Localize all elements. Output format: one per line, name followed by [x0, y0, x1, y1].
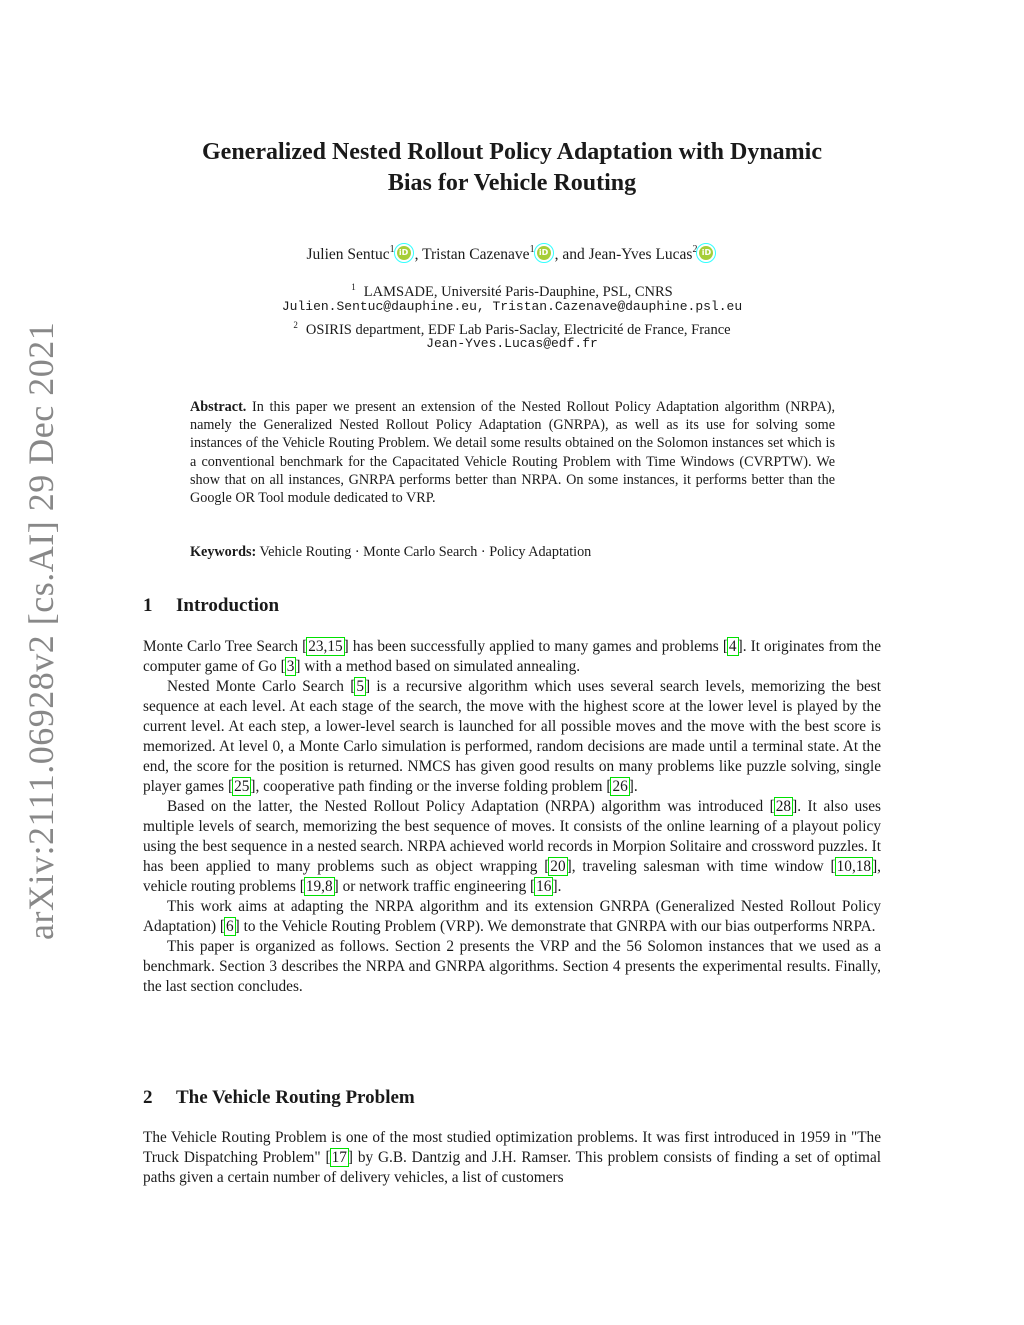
citation-link[interactable]: 5: [356, 678, 364, 695]
author-name: Tristan Cazenave: [422, 246, 530, 264]
citation-link[interactable]: 6: [226, 918, 234, 935]
text-run: is a recursive algorithm which uses several search levels, memorizing the best sequence at each level. At each stage of the search, the move with the highest score at the lower level is played by the current level. At each step, a lower-level search is launched for all possible moves and the move with the best score is memorized. At level 0, a Monte Carlo simulation is performed, random decisions are made until a terminal state. At the end, the score for the position is returned. NMCS has given good results on many problems like puzzle solving, single player games: [143, 678, 881, 795]
author-list: [143, 240, 881, 266]
citation-link[interactable]: 26: [612, 778, 628, 795]
affiliation-text: OSIRIS department, EDF Lab Paris-Saclay, Electricité de France, France: [305, 321, 731, 338]
text-run: by G.B. Dantzig and J.H. Ramser. This problem consists of finding a set of optimal paths given a certain number of delivery vehicles, a list of customers: [143, 1149, 881, 1186]
citation-link[interactable]: 3: [286, 658, 295, 675]
citation-link[interactable]: 28: [775, 798, 792, 815]
arxiv-identifier: arXiv:2111.06928v2 [cs.AI] 29 Dec 2021: [21, 321, 61, 940]
text-run: to the Vehicle Routing Problem (VRP). We demonstrate that GNRPA with our bias outperforms NRPA.: [239, 918, 876, 935]
paragraph: Monte Carlo Tree Search [23,15] has been successfully applied to many games and problems [4]. It originates from the computer game of Go [3] with a method based on simulated annealing.: [143, 638, 881, 675]
citation-link[interactable]: 25: [234, 778, 250, 795]
vrp-body: [143, 1128, 881, 1188]
keywords: [190, 543, 835, 561]
abstract: [190, 398, 835, 507]
introduction-body: [143, 637, 881, 997]
section-number: 2: [143, 1087, 153, 1108]
citation-link[interactable]: 20: [550, 858, 566, 875]
section-heading-vrp: [143, 1087, 415, 1109]
paragraph: Nested Monte Carlo Search [5] is a recursive algorithm which uses several search levels, memorizing the best sequence at each level. At each stage of the search, the move with the highest score at the lower level is played by the current level. At each step, a lower-level search is launched for all possible moves and the move with the best score is memorized. At level 0, a Monte Carlo simulation is performed, random decisions are made until a terminal state. At the end, the score for the position is returned. NMCS has given good results on many problems like puzzle solving, single player games [25], cooperative path finding or the inverse folding problem [26].: [143, 678, 881, 795]
text-run: has been successfully applied to many games and problems: [348, 638, 723, 655]
citation-link[interactable]: 4: [728, 638, 737, 655]
text-run: , traveling salesman with time window: [571, 858, 831, 875]
author-separator: , and: [554, 246, 589, 264]
orcid-icon[interactable]: iD: [699, 246, 713, 260]
text-run: This work aims at adapting the NRPA algorithm and its extension GNRPA (Generalized Nested Rollout Policy Adaptation): [143, 898, 881, 935]
affiliation-2-email[interactable]: Jean-Yves.Lucas@edf.fr: [426, 336, 598, 351]
text-run: with a method based on simulated annealing.: [300, 658, 581, 675]
orcid-icon[interactable]: iD: [537, 246, 551, 260]
section-title: Introduction: [176, 595, 280, 616]
text-run: .: [557, 878, 562, 895]
text-run: or network traffic engineering: [338, 878, 531, 895]
citation-link[interactable]: 16: [536, 878, 552, 895]
citation-link[interactable]: 19,8: [305, 878, 333, 895]
paragraph: This work aims at adapting the NRPA algorithm and its extension GNRPA (Generalized Nested Rollout Policy Adaptation) [6] to the Vehicle Routing Problem (VRP). We demonstrate that GNRPA with our bias outperforms NRPA.: [143, 898, 881, 935]
author-affil-sup: 2: [692, 244, 698, 255]
text-run: , vehicle routing problems: [143, 858, 881, 895]
author-separator: ,: [414, 246, 423, 264]
title-line-1: Generalized Nested Rollout Policy Adaptation with Dynamic: [202, 139, 822, 165]
affiliation-sup: 2: [293, 320, 298, 330]
affiliation-1-email[interactable]: Julien.Sentuc@dauphine.eu, Tristan.Cazenave@dauphine.psl.eu: [281, 299, 743, 314]
text-run: Nested Monte Carlo Search: [167, 678, 351, 695]
text-run: , cooperative path finding or the inverse folding problem: [255, 778, 607, 795]
keywords-label: Keywords:: [190, 544, 257, 560]
abstract-label: Abstract.: [190, 399, 247, 415]
text-run: . It originates from the computer game of Go: [143, 638, 881, 675]
section-number: 1: [143, 595, 153, 616]
affiliation-text: LAMSADE, Université Paris-Dauphine, PSL, CNRS: [363, 283, 673, 300]
keywords-text: Vehicle Routing · Monte Carlo Search · Policy Adaptation: [259, 544, 592, 560]
section-title: The Vehicle Routing Problem: [176, 1087, 415, 1108]
text-run: The Vehicle Routing Problem is one of the most studied optimization problems. It was first introduced in 1959 in "The Truck Dispatching Problem": [143, 1129, 881, 1166]
text-run: .: [633, 778, 638, 795]
text-run: Monte Carlo Tree Search: [143, 638, 303, 655]
paragraph: This paper is organized as follows. Section 2 presents the VRP and the 56 Solomon instances that we used as a benchmark. Section 3 describes the NRPA and GNRPA algorithms. Section 4 presents the experimental results. Finally, the last section concludes.: [143, 938, 881, 995]
author-affil-sup: 1: [389, 244, 395, 255]
title-line-2: Bias for Vehicle Routing: [387, 170, 637, 196]
paper-title: [143, 137, 881, 199]
citation-link[interactable]: 17: [331, 1149, 347, 1166]
paragraph: The Vehicle Routing Problem is one of the most studied optimization problems. It was first introduced in 1959 in "The Truck Dispatching Problem" [17] by G.B. Dantzig and J.H. Ramser. This problem consists of finding a set of optimal paths given a certain number of delivery vehicles, a list of customers: [143, 1129, 881, 1186]
author-name: Julien Sentuc: [306, 246, 390, 264]
text-run: Based on the latter, the Nested Rollout Policy Adaptation (NRPA) algorithm was introduced: [167, 798, 770, 815]
citation-link[interactable]: 23,15: [308, 638, 343, 655]
section-heading-introduction: [143, 595, 279, 617]
orcid-icon[interactable]: iD: [397, 246, 411, 260]
affiliation-sup: 1: [351, 282, 356, 292]
abstract-text: In this paper we present an extension of the Nested Rollout Policy Adaptation algorithm (NRPA), namely the Generalized Nested Rollout Policy Adaptation (GNRPA), as well as its use for solving some instances of the Vehicle Routing Problem. We detail some results obtained on the Solomon instances set which is a conventional benchmark for the Capacitated Vehicle Routing Problem with Time Windows (CVRPTW). We show that on all instances, GNRPA performs better than NRPA. On some instances, it performs better than the Google OR Tool module dedicated to VRP.: [190, 399, 836, 507]
citation-link[interactable]: 10,18: [836, 858, 872, 875]
paragraph: Based on the latter, the Nested Rollout Policy Adaptation (NRPA) algorithm was introduced [28]. It also uses multiple levels of search, memorizing the best sequence of moves. It consists of the online learning of a playout policy using the best sequence in a nested search. NRPA achieved world records in Morpion Solitaire and crossword puzzles. It has been applied to many problems such as object wrapping [20], traveling salesman with time window [10,18], vehicle routing problems [19,8] or network traffic engineering [16].: [143, 798, 881, 895]
author-affil-sup: 1: [529, 244, 535, 255]
text-run: . It also uses multiple levels of search, memorizing the best sequence of moves. It consists of the online learning of a playout policy using the best sequence in a nested search. NRPA achieved world records in Morpion Solitaire and crossword puzzles. It has been applied to many problems such as object wrapping: [143, 798, 881, 875]
author-name: Jean-Yves Lucas: [588, 246, 693, 264]
